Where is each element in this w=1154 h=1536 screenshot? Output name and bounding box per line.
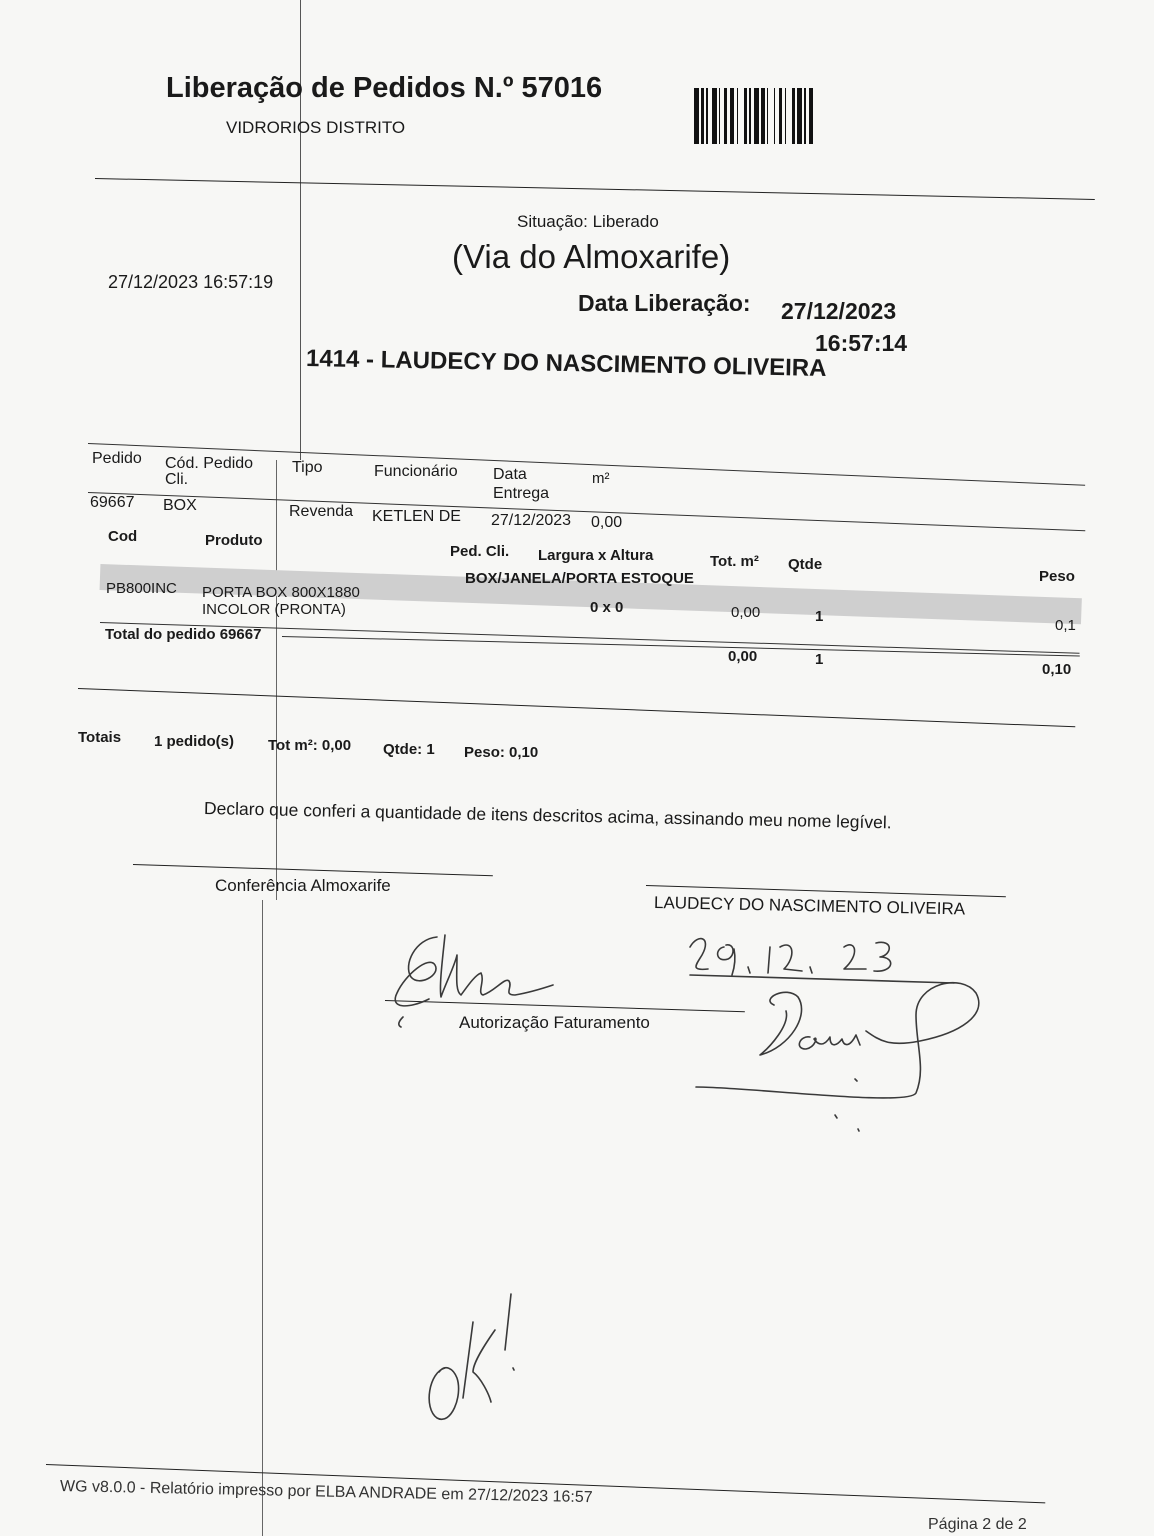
- col-data-entrega: Data: [493, 466, 527, 483]
- col-cod-pedido-cli-2: Cli.: [165, 471, 189, 488]
- footer-printed-by: WG v8.0.0 - Relatório impresso por ELBA ANDRADE em 27/12/2023 16:57: [59, 1478, 593, 1507]
- totals-divider: [78, 688, 1075, 727]
- totals-tot-m2: Tot m²: 0,00: [268, 737, 352, 754]
- scan-fold-line-lower: [276, 460, 277, 900]
- col-data-entrega-2: Entrega: [493, 485, 550, 502]
- situacao-label: Situação: Liberado: [517, 212, 659, 231]
- col-produto: Produto: [205, 532, 263, 549]
- barcode-bar: [804, 88, 806, 144]
- barcode-bar: [694, 88, 699, 144]
- barcode-bar: [724, 88, 727, 144]
- col-pedido: Pedido: [92, 450, 142, 467]
- barcode: [694, 88, 870, 144]
- data-liberacao-time: 16:57:14: [815, 330, 908, 356]
- col-cod-pedido-cli: Cód. Pedido: [165, 455, 254, 472]
- col-largura-altura: Largura x Altura: [538, 547, 654, 564]
- totals-qtde: Qtde: 1: [383, 741, 435, 758]
- cell-funcionario: KETLEN DE: [372, 508, 461, 525]
- barcode-bar: [719, 88, 721, 144]
- group-label: BOX/JANELA/PORTA ESTOQUE: [465, 570, 694, 587]
- via-label: (Via do Almoxarife): [452, 238, 731, 275]
- client-name: 1414 - LAUDECY DO NASCIMENTO OLIVEIRA: [305, 345, 827, 382]
- col-cod: Cod: [108, 528, 138, 545]
- barcode-bar: [774, 88, 776, 144]
- scan-fold-line: [300, 0, 301, 460]
- totals-peso: Peso: 0,10: [464, 744, 539, 761]
- scan-fold-line-bottom: [262, 900, 263, 1536]
- item-produto-line2: INCOLOR (PRONTA): [202, 601, 346, 618]
- item-largura-altura: 0 x 0: [590, 599, 624, 616]
- col-tipo: Tipo: [292, 459, 323, 476]
- declaration-text: Declaro que conferi a quantidade de itens descritos acima, assinando meu nome legível.: [203, 798, 892, 833]
- item-tot-m2: 0,00: [731, 604, 761, 621]
- item-cod: PB800INC: [106, 580, 177, 597]
- cell-data-entrega: 27/12/2023: [491, 512, 572, 529]
- barcode-bar: [809, 88, 812, 144]
- order-total-peso: 0,10: [1042, 661, 1072, 678]
- order-row-line: [88, 492, 1085, 531]
- col-qtde: Qtde: [788, 556, 823, 573]
- order-total-value-line: [282, 636, 1080, 656]
- barcode-bar: [797, 88, 802, 144]
- barcode-bar: [792, 88, 795, 144]
- col-m2: m²: [592, 470, 610, 487]
- client-signature-name: LAUDECY DO NASCIMENTO OLIVEIRA: [653, 893, 966, 919]
- elba-signature: [385, 925, 565, 1035]
- handwritten-ok: [415, 1290, 535, 1430]
- client-signature: [690, 975, 990, 1135]
- conferencia-signature-line: [133, 864, 493, 876]
- data-liberacao-date: 27/12/2023: [781, 298, 897, 324]
- barcode-bar: [761, 88, 764, 144]
- order-total-qtde: 1: [815, 651, 824, 668]
- barcode-bar: [701, 88, 704, 144]
- col-tot-m2: Tot. m²: [710, 553, 759, 570]
- header-divider: [95, 178, 1095, 200]
- conferencia-label: Conferência Almoxarife: [215, 876, 391, 895]
- print-timestamp: 27/12/2023 16:57:19: [108, 272, 274, 292]
- barcode-bar: [744, 88, 747, 144]
- company-name: VIDRORIOS DISTRITO: [226, 118, 406, 137]
- cell-m2: 0,00: [591, 514, 623, 531]
- barcode-bar: [706, 88, 708, 144]
- cell-cod-pedido-cli: BOX: [163, 497, 197, 514]
- cell-tipo: Revenda: [289, 503, 354, 520]
- barcode-bar: [749, 88, 751, 144]
- item-produto-line1: PORTA BOX 800X1880: [202, 584, 360, 601]
- barcode-bar: [785, 88, 787, 144]
- totals-label: Totais: [78, 729, 122, 746]
- barcode-bar: [712, 88, 717, 144]
- cell-pedido: 69667: [90, 494, 135, 511]
- item-peso: 0,1: [1055, 617, 1076, 634]
- document-title: Liberação de Pedidos N.º 57016: [166, 72, 603, 104]
- footer-page-number: Página 2 de 2: [928, 1516, 1027, 1533]
- col-ped-cli: Ped. Cli.: [450, 543, 510, 560]
- order-total-label: Total do pedido 69667: [105, 626, 262, 643]
- barcode-bar: [730, 88, 735, 144]
- barcode-bar: [754, 88, 759, 144]
- totals-pedidos: 1 pedido(s): [154, 733, 235, 750]
- col-funcionario: Funcionário: [374, 463, 458, 480]
- autorizacao-label: Autorização Faturamento: [459, 1013, 650, 1032]
- barcode-bar: [779, 88, 782, 144]
- order-total-tot-m2: 0,00: [728, 648, 758, 665]
- data-liberacao-label: Data Liberação:: [578, 290, 751, 316]
- col-peso: Peso: [1039, 568, 1075, 585]
- barcode-bar: [737, 88, 739, 144]
- item-qtde: 1: [815, 608, 824, 625]
- barcode-bar: [767, 88, 769, 144]
